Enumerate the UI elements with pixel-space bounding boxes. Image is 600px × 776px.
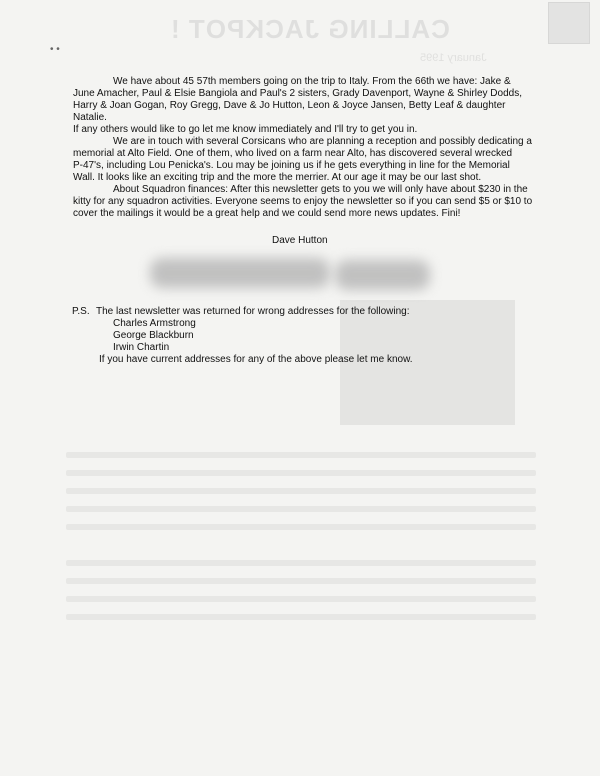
paragraph-line: P-47's, including Lou Penicka's. Lou may be joining us if he gets everything in line for the Memorial bbox=[73, 160, 510, 171]
bleed-through-line bbox=[66, 596, 536, 602]
bleed-through-line bbox=[66, 506, 536, 512]
bleed-through-line bbox=[66, 524, 536, 530]
paragraph-line: Harry & Joan Gogan, Roy Gregg, Dave & Jo Hutton, Leon & Joyce Jansen, Betty Leaf & daughter bbox=[73, 100, 506, 111]
paragraph-line: cover the mailings it would be a great help and we could send more news updates. Fini! bbox=[73, 208, 461, 219]
ps-name: Charles Armstrong bbox=[113, 318, 196, 329]
paragraph-line: If any others would like to go let me know immediately and I'll try to get you in. bbox=[73, 124, 418, 135]
paragraph-line: Natalie. bbox=[73, 112, 107, 123]
bleed-through-line bbox=[66, 614, 536, 620]
paragraph-line: We are in touch with several Corsicans who are planning a reception and possibly dedicating a bbox=[113, 136, 532, 147]
paragraph-line: memorial at Alto Field. One of them, who lived on a farm near Alto, has discovered several wrecked bbox=[73, 148, 513, 159]
ps-name: George Blackburn bbox=[113, 330, 194, 341]
paragraph-line: We have about 45 57th members going on the trip to Italy. From the 66th we have: Jake & bbox=[113, 76, 511, 87]
ps-closing: If you have current addresses for any of the above please let me know. bbox=[99, 354, 413, 365]
corner-marks: • • bbox=[50, 44, 60, 55]
bleed-through-line bbox=[66, 578, 536, 584]
paragraph-line: kitty for any squadron activities. Everyone seems to enjoy the newsletter so if you can send $5 or $10 to bbox=[73, 196, 533, 207]
paragraph-line: Wall. It looks like an exciting trip and the more the merrier. At our age it may be our last shot. bbox=[73, 172, 482, 183]
ps-name: Irwin Chartin bbox=[113, 342, 170, 353]
squadron-emblem-icon bbox=[548, 2, 590, 44]
bleed-through-line bbox=[66, 452, 536, 458]
redacted-address-block bbox=[335, 260, 430, 290]
paragraph-line: June Amacher, Paul & Elsie Bangiola and Paul's 2 sisters, Grady Davenport, Wayne & Shirley Dodds, bbox=[73, 88, 522, 99]
ps-intro: The last newsletter was returned for wrong addresses for the following: bbox=[96, 306, 410, 317]
redacted-address-block bbox=[150, 258, 330, 288]
bleed-through-subtitle: January 1995 bbox=[420, 52, 487, 64]
bleed-through-title: CALLING JACKPOT ! bbox=[170, 14, 450, 44]
bleed-through-line bbox=[66, 488, 536, 494]
bleed-through-line bbox=[66, 560, 536, 566]
paragraph-line: About Squadron finances: After this newsletter gets to you we will only have about $230 in the bbox=[113, 184, 528, 195]
ps-label: P.S. bbox=[72, 306, 90, 317]
bleed-through-line bbox=[66, 470, 536, 476]
signature: Dave Hutton bbox=[272, 235, 328, 246]
